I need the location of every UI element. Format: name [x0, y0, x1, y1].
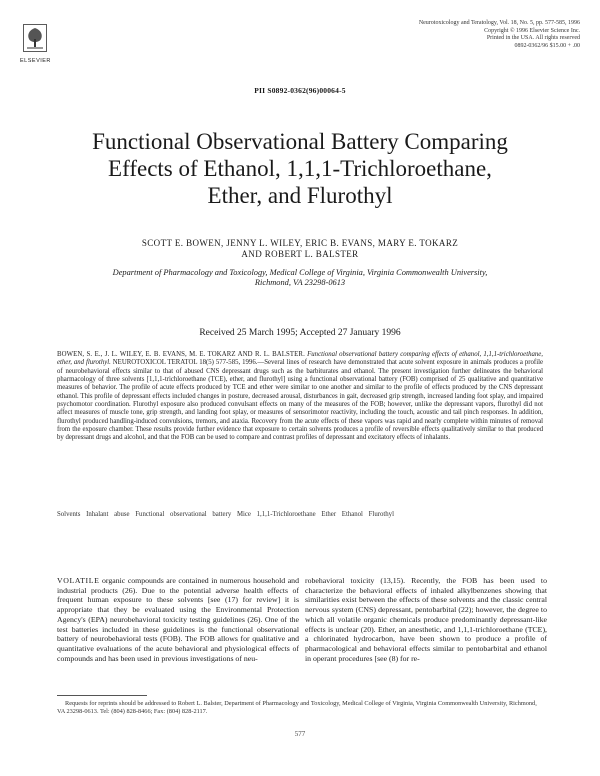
keyword: 1,1,1-Trichloroethane — [256, 511, 316, 518]
keywords — [57, 510, 543, 519]
pii-identifier: PII S0892-0362(96)00064-5 — [254, 86, 346, 95]
article-title — [40, 128, 560, 209]
abstract — [57, 351, 543, 443]
abstract-citation-source: NEUROTOXICOL TERATOL 18(5) 577-585, 1996. — [112, 359, 258, 367]
body-lead-word: VOLATILE — [57, 576, 100, 585]
elsevier-tree-icon — [23, 24, 47, 52]
keyword: Functional observational battery — [135, 511, 232, 518]
title-line: Functional Observational Battery Comparing — [92, 129, 508, 154]
abstract-citation-authors: BOWEN, S. E., J. L. WILEY, E. B. EVANS, M. E. TOKARZ AND R. L. BALSTER. — [57, 351, 305, 358]
printed-line: Printed in the USA. All rights reserved — [486, 35, 580, 42]
author-line: AND ROBERT L. BALSTER — [241, 249, 359, 259]
author-line: SCOTT E. BOWEN, JENNY L. WILEY, ERIC B. EVANS, MARY E. TOKARZ — [141, 238, 459, 248]
journal-meta — [370, 20, 580, 50]
abstract-body: —Several lines of research have demonstrated that acute solvent exposure in animals produces a profile of neurobehavioral effects similar to that of abused CNS depressant drugs such as the barbiturates and ethanol. The present investigation further delineates the behavioral pharmacology of three solvents [1,1,1-trichloroethane (TCE), ether, and flurothyl] using a functional observational battery (FOB) comprised of 25 qualitative and quantitative measures of behavior. The profile of acute effects produced by TCE and ether were similar to one another and similar to the profile of effects produced by the CNS depressant ethanol. This profile of depressant effects included changes in posture, decreased arousal, disturbances in gait, decreased grip strength, increased landing foot splay, and impaired psychomotor coordination. Flurothyl exposure also produced convulsant effects on many of the measures of the FOB; however, unlike the depressant vapors, flurothyl did not affect measures of muscle tone, grip strength, and landing foot splay, or measures of sensorimotor reactivity, including the touch, acoustic and tail pinch responses. In addition, flurothyl produced handling-induced convulsions, tremors, and ataxia. Recovery from the acute effects of these vapors was rapid and nearly complete within minutes of removal from the exposure chamber. These results provide further evidence that exposure to certain solvents produces a profile of reversible effects qualitatively similar to that produced by depressant drugs and alcohol, and that the FOB can be used to compare and contrast profiles of depressant and excitatory effects of inhalants. — [57, 359, 543, 442]
author-list — [80, 238, 520, 260]
keyword-label: Solvents — [57, 511, 81, 518]
page-number: 577 — [294, 730, 306, 738]
affiliation-line: Richmond, VA 23298-0613 — [254, 278, 346, 287]
keyword: Ether — [321, 511, 337, 518]
body-right-text: robehavioral toxicity (13,15). Recently, the FOB has been used to characterize the behavioral effects of inhaled alkylbenzenes showing that similarities exist between the effects of these solvents and the classic central nervous system (CNS) depressant, pentobarbital (22); however, the degree to which all volatile organic chemicals produce predominantly depressant-like effects is unclear (20). Ether, an anesthetic, and 1,1,1-trichloroethane (TCE), a chlorinated hydrocarbon, have been shown to produce a profile of pharmacological and behavioral effects similar to pentobarbital and ethanol in operant procedures [see (8) for re- — [305, 576, 547, 663]
affiliation — [55, 268, 545, 288]
journal-citation-line: Neurotoxicology and Teratology, Vol. 18, No. 5, pp. 577-585, 1996 — [418, 20, 580, 26]
received-dates: Received 25 March 1995; Accepted 27 January 1996 — [199, 328, 401, 338]
corresponding-author-footnote: Requests for reprints should be addressed to Robert L. Balster, Department of Pharmacology and Toxicology, Medical College of Virginia, Virginia Commonwealth University, Richmond, VA 23298-0613. Tel: (804) 828-8466; Fax: (804) 828-2117. — [57, 700, 537, 715]
keyword: Flurothyl — [368, 511, 394, 518]
issn-price-line: 0892-0362/96 $15.00 + .00 — [514, 42, 580, 49]
publisher-logo — [20, 24, 50, 64]
footnote-divider — [57, 695, 147, 696]
title-line: Effects of Ethanol, 1,1,1-Trichloroethane, — [108, 156, 492, 181]
keyword: Ethanol — [341, 511, 363, 518]
body-column-left — [57, 576, 299, 663]
publisher-logo-text: ELSEVIER — [20, 58, 51, 64]
keyword: Mice — [236, 511, 251, 518]
copyright-line: Copyright © 1996 Elsevier Science Inc. — [484, 27, 580, 34]
affiliation-line: Department of Pharmacology and Toxicology, Medical College of Virginia, Virginia Commonwealth University, — [112, 268, 488, 277]
abstract-citation-title: Functional observational battery comparing effects of ethanol, 1,1,1-trichloroethane, ether, and flurothyl. — [57, 351, 543, 367]
keyword: Inhalant abuse — [86, 511, 130, 518]
title-line: Ether, and Flurothyl — [207, 183, 393, 208]
body-column-right — [305, 576, 547, 663]
body-left-text: organic compounds are contained in numerous household and industrial products (26). Due to the potential adverse health effects of frequent human exposure to these solvents [see (17) for review] it is appropriate that they be evaluated using the Environmental Protection Agency's (EPA) neurobehavioral toxicity testing guidelines (26). One of the test batteries included in these guidelines is the functional observational battery of neurobehavioral tests (FOB). The FOB allows for qualitative and quantitative evaluations of the acute behavioral and physiological effects of compounds and has been used in previous investigations of neu- — [57, 576, 299, 663]
